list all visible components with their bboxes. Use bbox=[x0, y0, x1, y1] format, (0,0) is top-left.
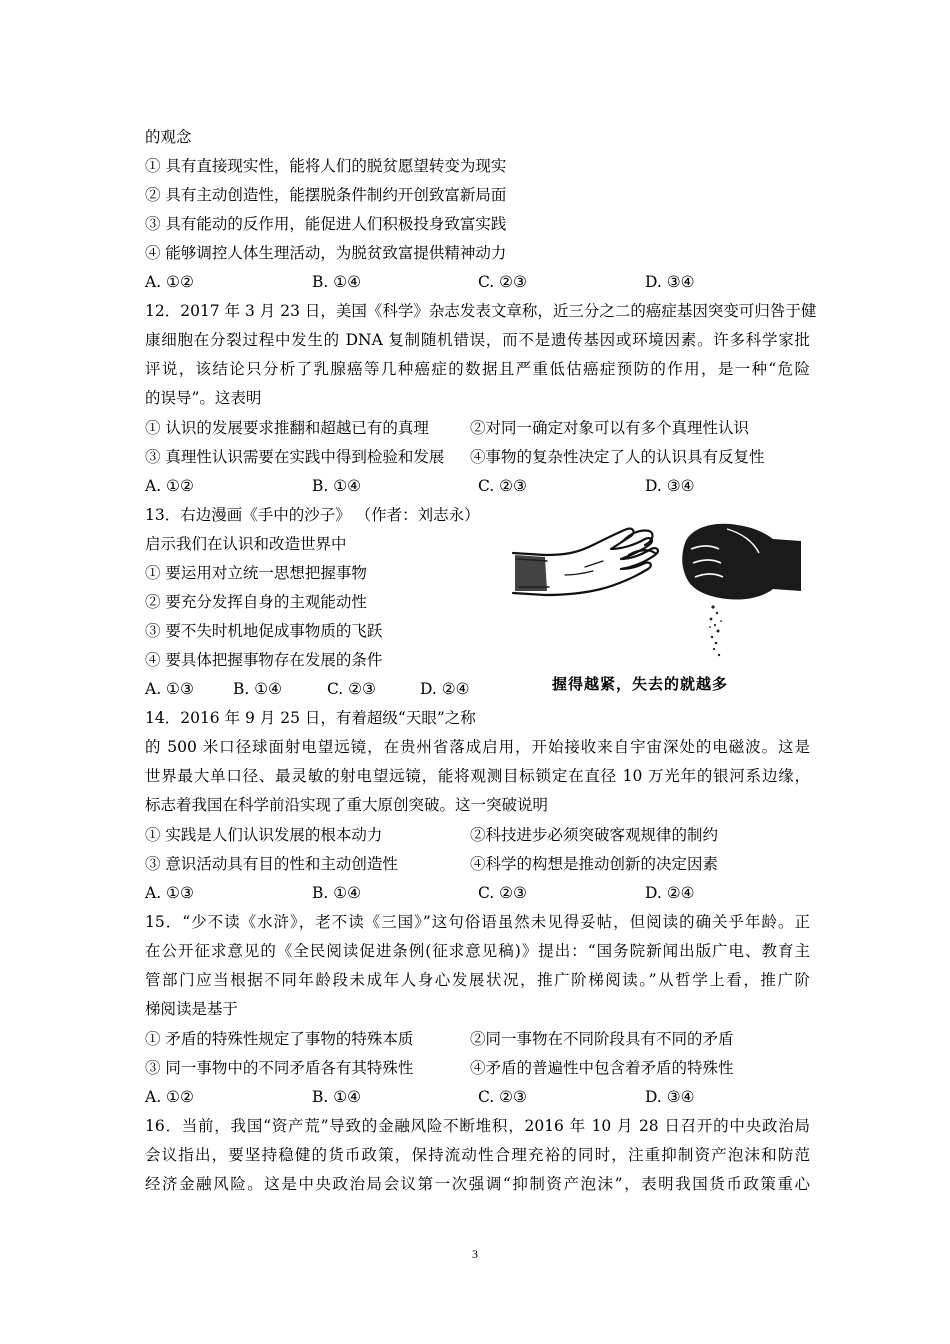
q12-option-4: ④事物的复杂性决定了人的认识具有反复性 bbox=[470, 448, 765, 466]
clenched-fist-drawing bbox=[682, 524, 801, 600]
q14-choice-a: A. ①③ bbox=[145, 884, 194, 902]
q14-option-1: ① 实践是人们认识发展的根本动力 bbox=[145, 826, 383, 844]
q15-choice-c: C. ②③ bbox=[478, 1088, 527, 1106]
q14-option-2: ②科技进步必须突破客观规律的制约 bbox=[470, 826, 719, 844]
q12-choice-d: D. ③④ bbox=[645, 477, 695, 495]
cartoon-caption: 握得越紧，失去的就越多 bbox=[552, 675, 729, 693]
q11-stem-continuation: 的观念 bbox=[145, 128, 192, 146]
q14-stem-line-3: 世界最大单口径、最灵敏的射电望远镜，能将观测目标锁定在直径 10 万光年的银河系边缘， bbox=[145, 767, 810, 785]
q11-option-3: ③ 具有能动的反作用，能促进人们积极投身致富实践 bbox=[145, 215, 507, 233]
q11-option-1: ① 具有直接现实性，能将人们的脱贫愿望转变为现实 bbox=[145, 157, 507, 175]
q15-option-3: ③ 同一事物中的不同矛盾各有其特殊性 bbox=[145, 1059, 414, 1077]
q14-choice-d: D. ②④ bbox=[645, 884, 695, 902]
q13-option-3: ③ 要不失时机地促成事物质的飞跃 bbox=[145, 622, 383, 640]
q14-stem-line-1: 14．2016 年 9 月 25 日，有着超级“天眼”之称 bbox=[145, 709, 476, 727]
q16-stem-line-2: 会议指出，要坚持稳健的货币政策，保持流动性合理充裕的同时，注重抑制资产泡沫和防范 bbox=[145, 1146, 810, 1164]
q12-option-1: ① 认识的发展要求推翻和超越已有的真理 bbox=[145, 419, 429, 437]
q13-stem-line-2: 启示我们在认识和改造世界中 bbox=[145, 535, 347, 553]
q11-option-2: ② 具有主动创造性，能摆脱条件制约开创致富新局面 bbox=[145, 186, 507, 204]
q12-choice-c: C. ②③ bbox=[478, 477, 527, 495]
q15-option-2: ②同一事物在不同阶段具有不同的矛盾 bbox=[470, 1030, 734, 1048]
q13-stem-line-1: 13．右边漫画《手中的沙子》 （作者：刘志永） bbox=[145, 506, 480, 524]
q15-stem-line-3: 管部门应当根据不同年龄段未成年人身心发展状况，推广阶梯阅读。”从哲学上看，推广阶 bbox=[145, 971, 810, 989]
falling-sand-dots bbox=[709, 605, 722, 656]
sand-in-hand-cartoon bbox=[505, 515, 805, 695]
q11-choice-d: D. ③④ bbox=[645, 273, 695, 291]
q12-stem-line-4: 的误导”。这表明 bbox=[145, 389, 262, 407]
q15-stem-line-4: 梯阅读是基于 bbox=[145, 1000, 239, 1018]
q14-choice-b: B. ①④ bbox=[312, 884, 362, 902]
q11-choice-a: A. ①② bbox=[145, 273, 194, 291]
q14-stem-line-2: 的 500 米口径球面射电望远镜，在贵州省落成启用，开始接收来自宇宙深处的电磁波。这是 bbox=[145, 738, 810, 756]
q13-option-2: ② 要充分发挥自身的主观能动性 bbox=[145, 593, 367, 611]
q16-stem-line-3: 经济金融风险。这是中央政治局会议第一次强调“抑制资产泡沫”，表明我国货币政策重心 bbox=[145, 1175, 810, 1193]
q12-option-2: ②对同一确定对象可以有多个真理性认识 bbox=[470, 419, 750, 437]
q15-stem-line-2: 在公开征求意见的《全民阅读促进条例(征求意见稿)》提出：“国务院新闻出版广电、教育主 bbox=[145, 942, 810, 960]
q13-choice-b: B. ①④ bbox=[233, 680, 283, 698]
q11-choice-c: C. ②③ bbox=[478, 273, 527, 291]
q15-option-4: ④矛盾的普遍性中包含着矛盾的特殊性 bbox=[470, 1059, 734, 1077]
q14-choice-c: C. ②③ bbox=[478, 884, 527, 902]
sleeve-shading bbox=[515, 555, 547, 591]
q14-option-4: ④科学的构想是推动创新的决定因素 bbox=[470, 855, 719, 873]
q12-stem-line-3: 评说，该结论只分析了乳腺癌等几种癌症的数据且严重低估癌症预防的作用，是一种“危险 bbox=[145, 360, 810, 378]
q15-choice-d: D. ③④ bbox=[645, 1088, 695, 1106]
q12-option-3: ③ 真理性认识需要在实践中得到检验和发展 bbox=[145, 448, 445, 466]
q13-choice-c: C. ②③ bbox=[327, 680, 376, 698]
q13-option-1: ① 要运用对立统一思想把握事物 bbox=[145, 564, 367, 582]
q16-stem-line-1: 16．当前，我国“资产荒”导致的金融风险不断堆积，2016 年 10 月 28 日召开的中央政治局 bbox=[145, 1117, 810, 1135]
q12-stem-line-2: 康细胞在分裂过程中发生的 DNA 复制随机错误，而不是遗传基因或环境因素。许多科学家批 bbox=[145, 331, 810, 349]
q13-choice-a: A. ①③ bbox=[145, 680, 194, 698]
q15-choice-b: B. ①④ bbox=[312, 1088, 362, 1106]
q13-option-4: ④ 要具体把握事物存在发展的条件 bbox=[145, 651, 383, 669]
q12-choice-a: A. ①② bbox=[145, 477, 194, 495]
q12-stem-line-1: 12．2017 年 3 月 23 日，美国《科学》杂志发表文章称，近三分之二的癌症基因突变可归咎于健 bbox=[145, 302, 817, 320]
q15-choice-a: A. ①② bbox=[145, 1088, 194, 1106]
q11-choice-b: B. ①④ bbox=[312, 273, 362, 291]
q14-stem-line-4: 标志着我国在科学前沿实现了重大原创突破。这一突破说明 bbox=[145, 796, 549, 814]
q15-stem-line-1: 15．“少不读《水浒》，老不读《三国》”这句俗语虽然未见得妥帖，但阅读的确关乎年龄。正 bbox=[145, 913, 810, 931]
q12-choice-b: B. ①④ bbox=[312, 477, 362, 495]
q13-choice-d: D. ②④ bbox=[420, 680, 470, 698]
page-number: 3 bbox=[472, 1247, 478, 1261]
q15-option-1: ① 矛盾的特殊性规定了事物的特殊本质 bbox=[145, 1030, 414, 1048]
q14-option-3: ③ 意识活动具有目的性和主动创造性 bbox=[145, 855, 398, 873]
q11-option-4: ④ 能够调控人体生理活动，为脱贫致富提供精神动力 bbox=[145, 244, 507, 262]
